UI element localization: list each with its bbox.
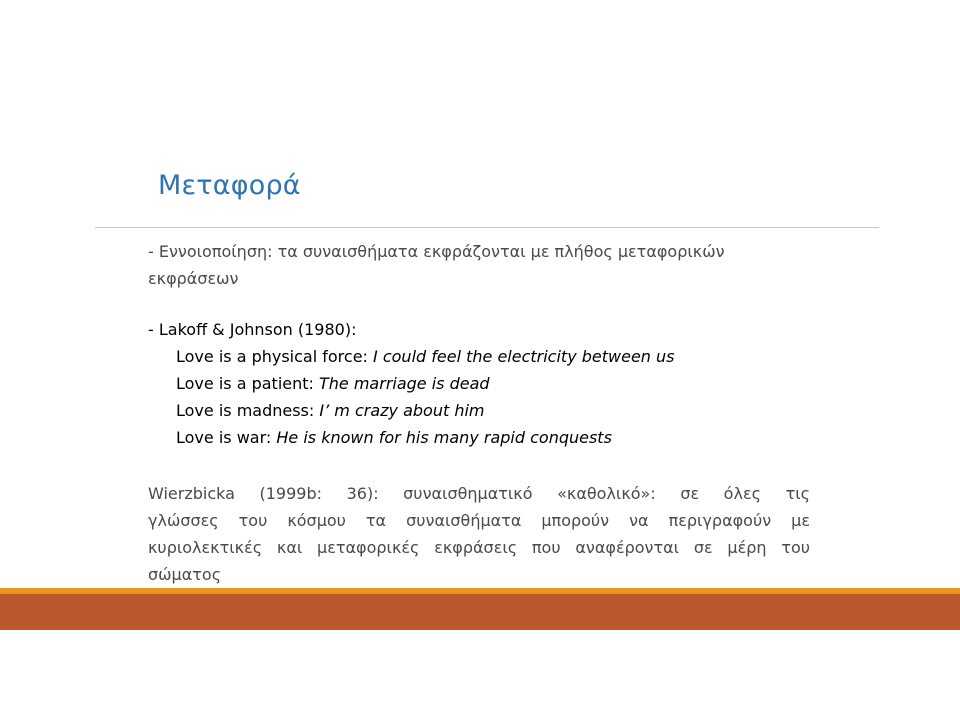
metaphor-example: I’ m crazy about him [319,401,485,420]
metaphor-item [148,424,810,451]
metaphor-label: Love is a patient: [176,374,319,393]
wierzbicka-line-2: γλώσσες του κόσμου τα συναισθήματα μπορούν να περιγραφούν με [148,511,810,530]
metaphor-label: Love is madness: [176,401,320,420]
metaphor-example: The marriage is dead [319,374,490,393]
concept-line-1: - Εννοιοποίηση: τα συναισθήματα εκφράζονται με πλήθος μεταφορικών [148,242,725,261]
wierzbicka-line-4: σώματος [148,565,222,584]
lakoff-heading: - Lakoff & Johnson (1980): [148,320,357,339]
wierzbicka-paragraph [148,480,810,588]
metaphor-label: Love is a physical force: [176,347,374,366]
metaphor-item [148,370,810,397]
concept-line-2: εκφράσεων [148,269,239,288]
metaphor-item [148,397,810,424]
metaphor-label: Love is war: [176,428,277,447]
metaphor-example: I could feel the electricity between us [373,347,675,366]
title-divider [95,227,879,228]
metaphor-example: He is known for his many rapid conquests [276,428,612,447]
slide-title: Μεταφορά [158,170,301,201]
concept-paragraph [148,238,810,292]
footer-band [0,594,960,630]
lakoff-johnson-list [148,316,810,451]
wierzbicka-line-1: Wierzbicka (1999b: 36): συναισθηματικό «καθολικό»: σε όλες τις [148,484,810,503]
metaphor-item [148,343,810,370]
wierzbicka-line-3: κυριολεκτικές και μεταφορικές εκφράσεις που αναφέρονται σε μέρη του [148,538,810,557]
